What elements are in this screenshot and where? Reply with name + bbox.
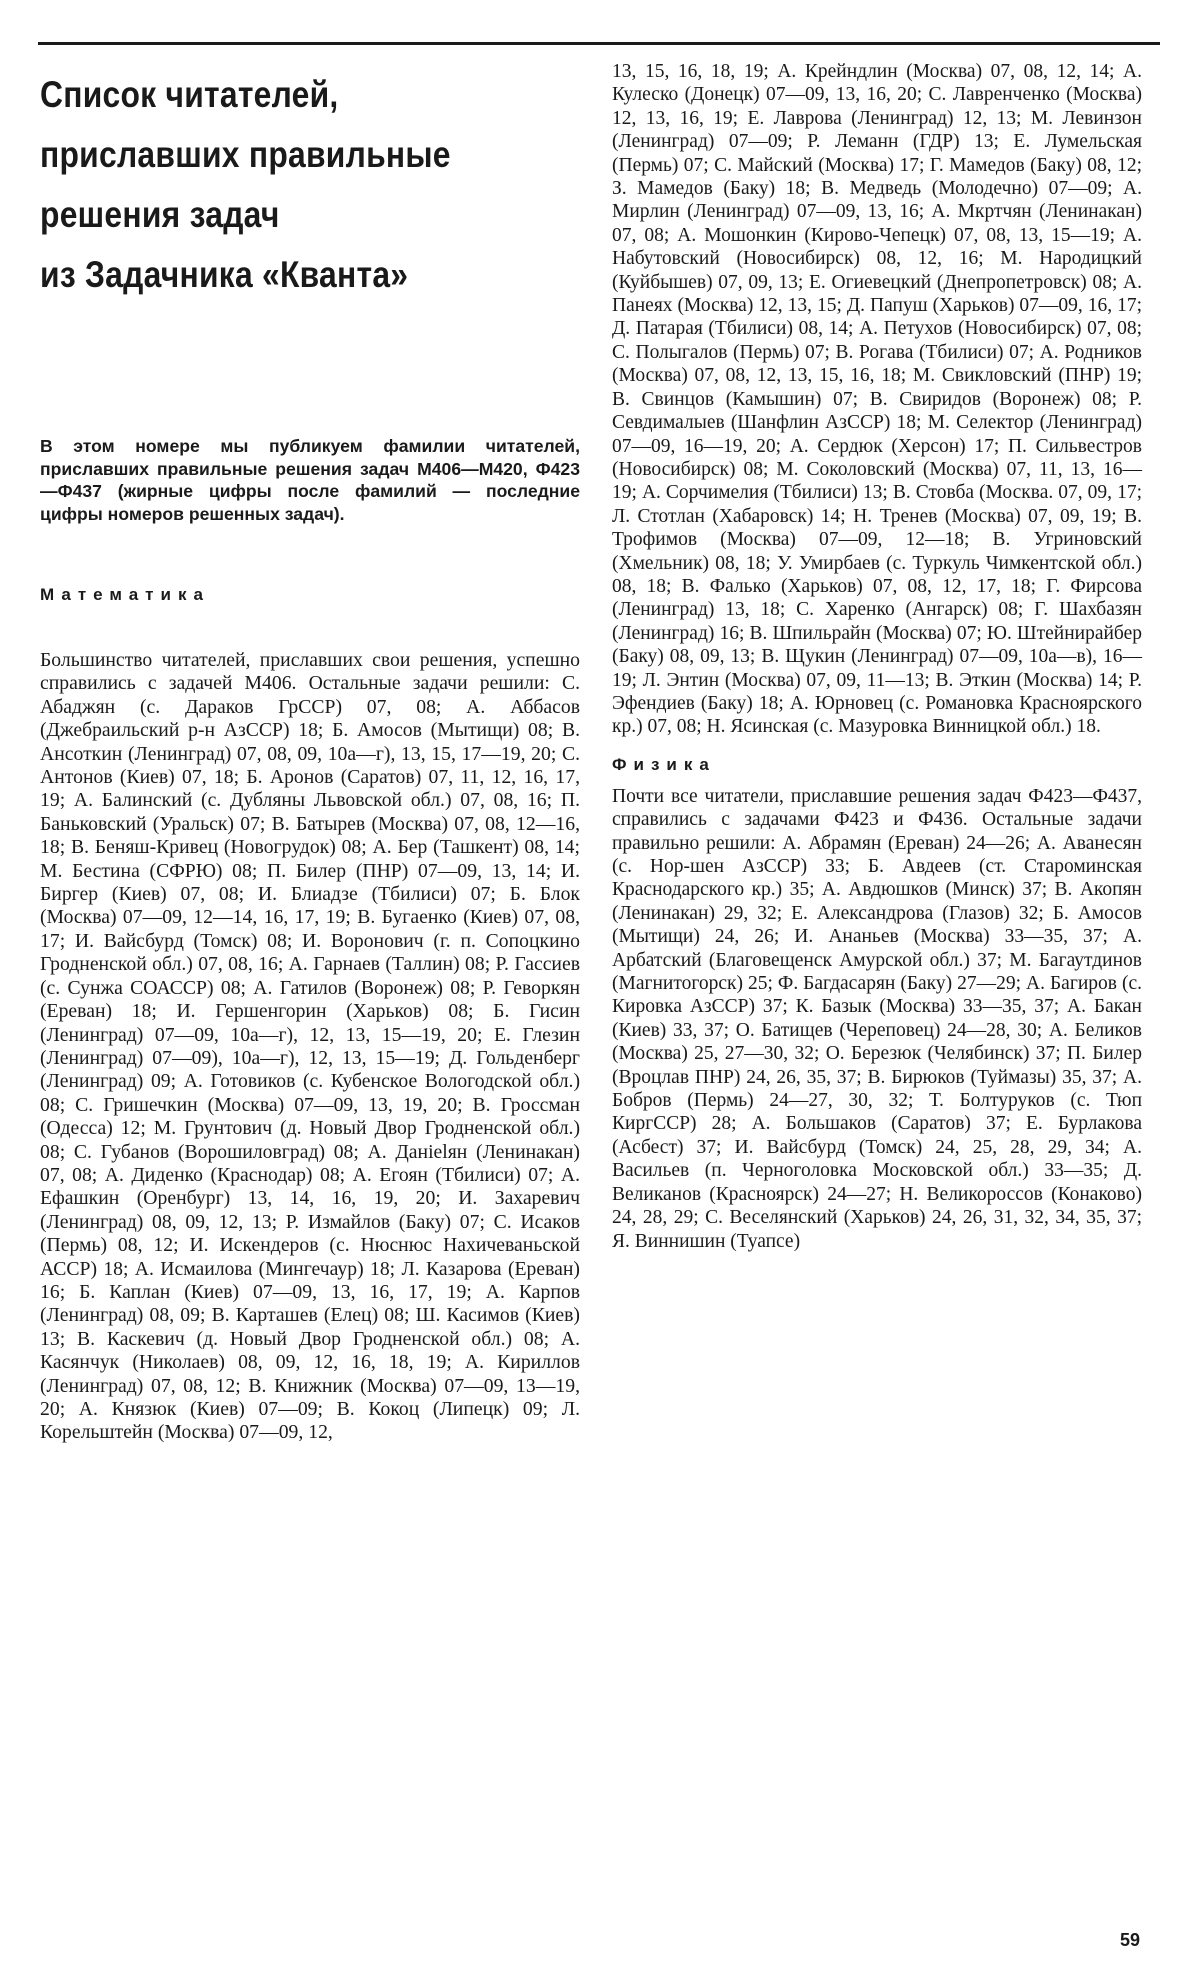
physics-heading: Физика [612,754,716,774]
page-number: 59 [1120,1930,1141,1950]
title-line: из Задачника «Кванта» [40,254,409,295]
math-list: Большинство читателей, приславших свои решения, успешно справились с задачей М406. Остальные задачи решили: С. Абаджян (с. Дараков ГрССР) 07, 08; А. Аббасов (Джебраильский р-н АзССР) 18; Б. Амосов (Мытищи) 08; В. Ансоткин (Ленинград) 07, 08, 09, 10а—г), 13, 15, 17—19, 20; С. Антонов (Киев) 07, 18; Б. Аронов (Саратов) 07, 11, 12, 16, 17, 19; А. Балинский (с. Дубляны Львовской обл.) 07, 08, 16; П. Баньковский (Уральск) 07; В. Батырев (Москва) 07, 08, 12—16, 18; В. Беняш-Кривец (Новогрудок) 08; А. Бер (Ташкент) 08, 14; М. Бестина (СФРЮ) 08; П. Билер (ПНР) 07—09, 13, 14; И. Биргер (Киев) 07, 08; И. Блиадзе (Тбилиси) 07; Б. Блок (Москва) 07—09, 12—14, 16, 17, 19; В. Бугаенко (Киев) 07, 08, 17; И. Вайсбурд (Томск) 08; И. Воронович (г. п. Сопоцкино Гродненской обл.) 07, 08, 16; А. Гарнаев (Таллин) 08; Р. Гассиев (с. Сунжа СОАССР) 08; А. Гатилов (Воронеж) 08; Р. Геворкян (Ереван) 18; И. Гершенгорин (Харьков) 08; Б. Гисин (Ленинград) 07—09, 10а—г), 12, 13, 15—19, 20; Е. Глезин (Ленинград) 07—09), 10а—г), 12, 13, 15—19; Д. Гольденберг (Ленинград) 09; А. Готовиков (с. Кубенское Вологодской обл.) 08; С. Гришечкин (Москва) 07—09, 13, 19, 20; В. Гроссман (Одесса) 12; М. Грунтович (д. Новый Двор Гродненской обл.) 08; С. Губанов (Ворошиловград) 08; А. Данielян (Ленинакан) 07, 08; А. Диденко (Краснодар) 08; А. Егоян (Тбилиси) 07; А. Ефашкин (Оренбург) 13, 14, 16, 19, 20; И. Захаревич (Ленинград) 08, 09, 12, 13; Р. Измайлов (Баку) 07; С. Исаков (Пермь) 08, 12; И. Искендеров (с. Нюснюс Нахичеваньской АССР) 18; А. Исмаилова (Мингечаур) 18; Л. Казарова (Ереван) 16; Б. Каплан (Киев) 07—09, 13, 16, 17, 19; А. Карпов (Ленинград) 08, 09; В. Карташев (Елец) 08; Ш. Касимов (Киев) 13; В. Каскевич (д. Новый Двор Гродненской обл.) 08; А. Касянчук (Николаев) 08, 09, 12, 16, 18, 19; А. Кириллов (Ленинград) 07, 08, 12; В. Книжник (Москва) 07—09, 13—19, 20; А. Князюк (Киев) 07—09; В. Кокоц (Липецк) 09; Л. Корельштейн (Москва) 07—09, 12, [40,649,580,1444]
left-column [40,60,580,1445]
title-line: Список читателей, [40,74,339,115]
title-line: решения задач [40,194,280,235]
math-list-continued: 13, 15, 16, 18, 19; А. Крейндлин (Москва) 07, 08, 12, 14; А. Кулеско (Донецк) 07—09, 13, 16, 20; С. Лавренченко (Москва) 12, 13, 16, 19; Е. Лаврова (Ленинград) 12, 13; М. Левинзон (Ленинград) 07—09; Р. Леманн (ГДР) 13; Е. Лумельская (Пермь) 07; С. Майский (Москва) 17; Г. Мамедов (Баку) 08, 12; З. Мамедов (Баку) 18; В. Медведь (Молодечно) 07—09; А. Мирлин (Ленинград) 07—09, 13, 16; А. Мкртчян (Ленинакан) 07, 08; А. Мошонкин (Кирово-Чепецк) 07, 08, 13, 15—19; А. Набутовский (Новосибирск) 08, 12, 16; М. Народицкий (Куйбышев) 07, 09, 13; Е. Огиевецкий (Днепропетровск) 08; А. Панеях (Москва) 12, 13, 15; Д. Папуш (Харьков) 07—09, 16, 17; Д. Патарая (Тбилиси) 08, 14; А. Петухов (Новосибирск) 07, 08; С. Полыгалов (Пермь) 07; В. Рогава (Тбилиси) 07; А. Родников (Москва) 07, 08, 12, 13, 15, 16, 18; М. Свикловский (ПНР) 19; В. Свинцов (Камышин) 07; В. Свиридов (Воронеж) 08; Р. Севдималыев (Шанфлин АзССР) 18; М. Селектор (Ленинград) 07—09, 16—19, 20; А. Сердюк (Херсон) 17; П. Сильвестров (Новосибирск) 08; М. Соколовский (Москва) 07, 11, 13, 16—19; А. Сорчимелия (Тбилиси) 13; В. Стовба (Москва. 07, 09, 17; Л. Стотлан (Хабаровск) 14; Н. Тренев (Москва) 07, 09, 19; В. Трофимов (Москва) 07—09, 12—18; В. Угриновский (Хмельник) 08, 18; У. Умирбаев (с. Туркуль Чимкентской обл.) 08, 18; В. Фалько (Харьков) 07, 08, 12, 17, 18; Г. Фирсова (Ленинград) 13, 18; С. Харенко (Ангарск) 08; Г. Шахбазян (Ленинград) 16; В. Шпильрайн (Москва) 07; Ю. Штейнирайбер (Баку) 08, 09, 13; В. Щукин (Ленинград) 07—09, 10а—в), 16—19; Л. Энтин (Москва) 07, 09, 11—13; В. Эткин (Москва) 14; Р. Эфендиев (Баку) 18; А. Юрновец (с. Романовка Красноярского кр.) 07, 08; Н. Ясинская (с. Мазуровка Винницкой обл.) 18. [612,61,1142,738]
math-heading: Математика [40,585,210,604]
intro-paragraph: В этом номере мы публикуем фамилии читателей, приславших правильные решения задач М406—М420, Ф423—Ф437 (жирные цифры после фамилий — последние цифры номеров решенных задач). [40,436,580,524]
right-column [612,60,1142,1253]
top-rule [38,42,1160,45]
article-title [40,70,580,300]
physics-list: Почти все читатели, приславшие решения задач Ф423—Ф437, справились с задачами Ф423 и Ф436. Остальные задачи правильно решили: А. Абрамян (Ереван) 24—26; А. Аванесян (с. Нор-шен АзССР) 33; Б. Авдеев (ст. Староминская Краснодарского кр.) 35; А. Авдюшков (Минск) 37; В. Акопян (Ленинакан) 29, 32; Е. Александрова (Глазов) 32; Б. Амосов (Мытищи) 24, 26; И. Ананьев (Москва) 33—35, 37; А. Арбатский (Благовещенск Амурской обл.) 37; М. Багаутдинов (Магнитогорск) 25; Ф. Багдасарян (Баку) 27—29; А. Багиров (с. Кировка АзССР) 37; К. Базык (Москва) 33—35, 37; А. Бакан (Киев) 33, 37; О. Батищев (Череповец) 24—28, 30; А. Беликов (Москва) 25, 27—30, 32; О. Березюк (Челябинск) 37; П. Билер (Вроцлав ПНР) 24, 26, 35, 37; В. Бирюков (Туймазы) 35, 37; А. Бобров (Пермь) 24—27, 30, 32; Т. Болтуруков (с. Тюп КиргССР) 28; А. Большаков (Саратов) 37; Е. Бурлакова (Асбест) 37; И. Вайсбурд (Томск) 24, 25, 28, 29, 34; А. Васильев (п. Черноголовка Московской обл.) 33—35; Д. Великанов (Красноярск) 24—27; Н. Великороссов (Конаково) 24, 28, 29; С. Веселянский (Харьков) 24, 26, 31, 32, 34, 35, 37; Я. Виннишин (Туапсе) [612,785,1142,1252]
title-line: приславших правильные [40,134,451,175]
